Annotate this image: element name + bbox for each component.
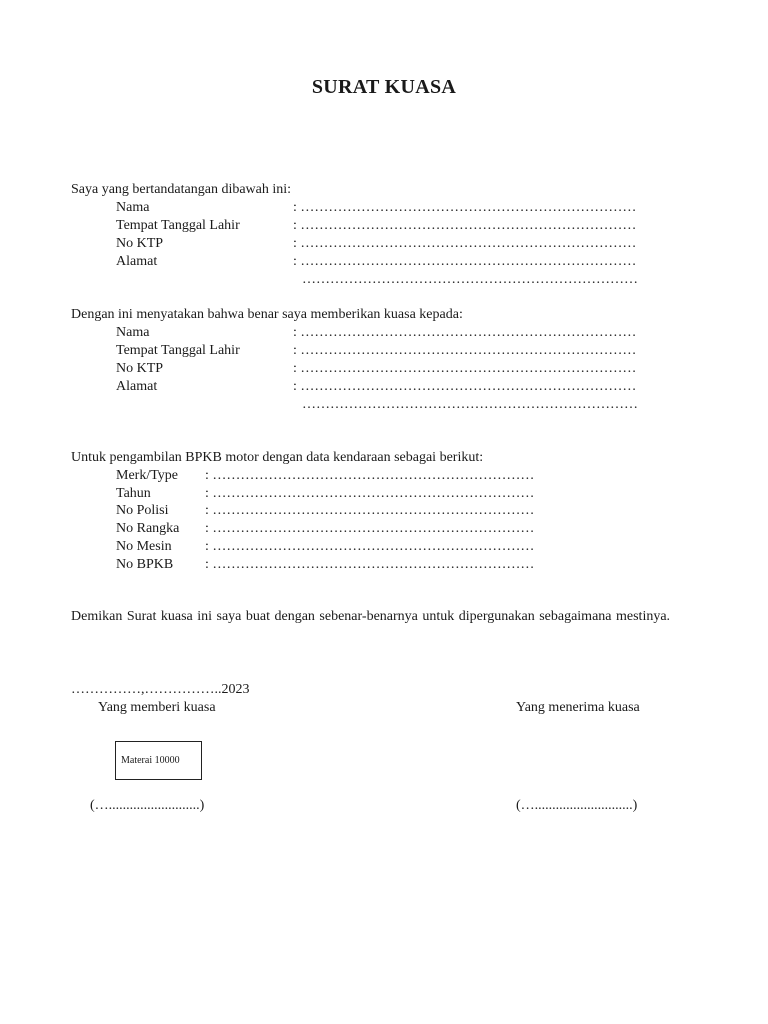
document-title: SURAT KUASA <box>311 76 457 98</box>
field-blank: : …………………………………………………………… <box>205 521 535 536</box>
field-blank: : ……………………………………………………………… <box>293 361 637 376</box>
field-label: Nama <box>116 200 150 215</box>
field-label: No Rangka <box>116 521 180 536</box>
signer-left-label: Yang memberi kuasa <box>98 700 216 715</box>
field-blank: : …………………………………………………………… <box>205 557 535 572</box>
place-date: ……………,……………..2023 <box>71 682 250 697</box>
field-label: Tahun <box>116 486 151 501</box>
field-label: No BPKB <box>116 557 174 572</box>
grantee-address-continuation: ……………………………………………………………… <box>302 397 638 412</box>
field-label: Merk/Type <box>116 468 179 483</box>
signature-blank-left: (…..........................) <box>90 798 205 813</box>
field-blank: : …………………………………………………………… <box>205 468 535 483</box>
field-blank: : …………………………………………………………… <box>205 503 535 518</box>
signer-right-label: Yang menerima kuasa <box>516 700 640 715</box>
field-label: Alamat <box>116 379 158 394</box>
field-label: No Polisi <box>116 503 169 518</box>
field-label: No KTP <box>116 361 164 376</box>
field-blank: : ……………………………………………………………… <box>293 218 637 233</box>
closing-statement: Demikan Surat kuasa ini saya buat dengan sebenar-benarnya untuk dipergunakan sebagaimana mestinya. <box>71 609 671 624</box>
grantee-intro: Dengan ini menyatakan bahwa benar saya memberikan kuasa kepada: <box>71 307 463 322</box>
grantor-intro: Saya yang bertandatangan dibawah ini: <box>71 182 292 197</box>
field-blank: : ……………………………………………………………… <box>293 236 637 251</box>
field-blank: : ……………………………………………………………… <box>293 200 637 215</box>
field-blank: : ……………………………………………………………… <box>293 343 637 358</box>
field-label: Nama <box>116 325 150 340</box>
field-label: Alamat <box>116 254 158 269</box>
field-blank: : ……………………………………………………………… <box>293 254 637 269</box>
field-label: Tempat Tanggal Lahir <box>116 343 240 358</box>
field-label: No KTP <box>116 236 164 251</box>
field-label: No Mesin <box>116 539 172 554</box>
signature-blank-right: (…............................) <box>516 798 638 813</box>
field-blank: : …………………………………………………………… <box>205 486 535 501</box>
field-label: Tempat Tanggal Lahir <box>116 218 240 233</box>
vehicle-intro: Untuk pengambilan BPKB motor dengan data kendaraan sebagai berikut: <box>71 450 484 465</box>
grantor-address-continuation: ……………………………………………………………… <box>302 272 638 287</box>
stamp-box <box>115 741 202 780</box>
field-blank: : ……………………………………………………………… <box>293 325 637 340</box>
field-blank: : ……………………………………………………………… <box>293 379 637 394</box>
stamp-label: Materai 10000 <box>121 755 180 766</box>
field-blank: : …………………………………………………………… <box>205 539 535 554</box>
